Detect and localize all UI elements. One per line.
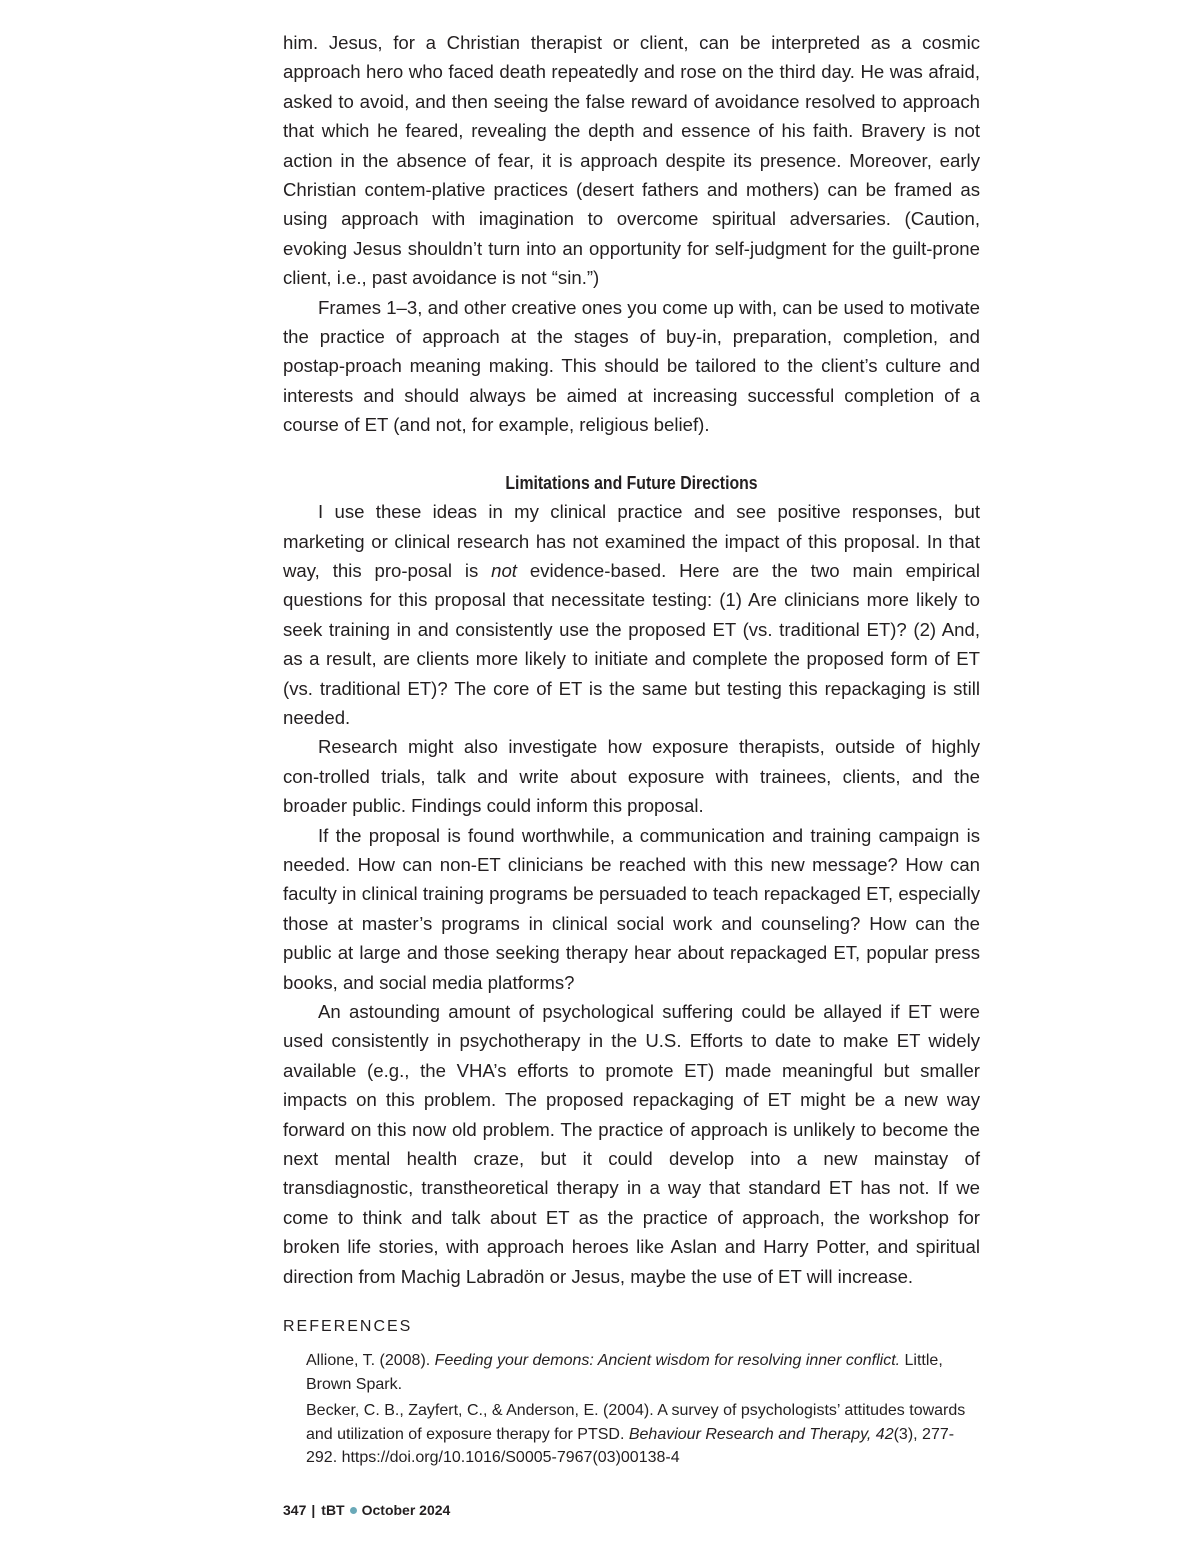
paragraph-jesus-approach-hero: him. Jesus, for a Christian therapist or client, can be interpreted as a cosmic approach hero who faced death repeatedly and rose on the third day. He was afraid, asked to avoid, and then seeing the false reward of avoidance resolved to approach that which he feared, revealing the depth and essence of his faith. Bravery is not action in the absence of fear, it is approach despite its presence. Moreover, early Christian contem-plative practices (desert fathers and mothers) can be framed as using approach with imagination to overcome spiritual adversaries. (Caution, evoking Jesus shouldn’t turn into an opportunity for self-judgment for the guilt-prone client, i.e., past avoidance is not “sin.”) (283, 32, 980, 289)
references-title: REFERENCES (283, 1318, 413, 1335)
reference-authors: Allione, T. (2008). (306, 1352, 435, 1369)
paragraph-frames: Frames 1–3, and other creative ones you come up with, can be used to motivate the practice of approach at the stages of buy-in, preparation, completion, and postap-proach meaning making. This should be tailored to the client’s culture and interests and should always be aimed at increasing successful completion of a course of ET (and not, for example, religious belief). (283, 296, 980, 436)
section-heading: Limitations and Future Directions (505, 471, 758, 493)
paragraph-campaign: If the proposal is found worthwhile, a communication and training campaign is needed. How can non-ET clinicians be reached with this new message? How can faculty in clinical training programs be persuaded to teach repackaged ET, especially those at master’s programs in clinical social work and counseling? How can the public at large and those seeking therapy hear about repackaged ET, popular press books, and social media platforms? (283, 824, 980, 993)
emphasis-not: not (491, 559, 517, 581)
page-footer (283, 1502, 450, 1518)
reference-pages-doi: (3), 277-292. https://doi.org/10.1016/S0005-7967(03)00138-4 (306, 1425, 955, 1466)
paragraph-research: Research might also investigate how exposure therapists, outside of highly con-trolled trials, talk and write about exposure with trainees, clients, and the broader public. Findings could inform this proposal. (283, 736, 980, 817)
paragraph-limitations (283, 497, 980, 732)
paragraph-conclusion: An astounding amount of psychological suffering could be allayed if ET were used consistently in psychotherapy in the U.S. Efforts to date to make ET widely available (e.g., the VHA’s efforts to promote ET) made meaningful but smaller impacts on this problem. The proposed repackaging of ET might be a new way forward on this now old problem. The practice of approach is unlikely to become the next mental health craze, but it could develop into a new mainstay of transdiagnostic, transtheoretical therapy in a way that standard ET has not. If we come to think and talk about ET as the practice of approach, the workshop for broken life stories, with approach heroes like Aslan and Harry Potter, and spiritual direction from Machig Labradön or Jesus, maybe the use of ET will increase. (283, 1001, 980, 1287)
paragraph-limitations-part-1: I use these ideas in my clinical practice and see positive responses, but marketing or clinical research has not examined the impact of this proposal. In that way, this pro-posal is (283, 501, 980, 581)
bullet-dot-icon (350, 1507, 357, 1514)
reference-title: Feeding your demons: Ancient wisdom for resolving inner conflict. (434, 1352, 901, 1369)
reference-journal: Behaviour Research and Therapy, 42 (628, 1425, 894, 1443)
reference-authors: Becker, C. B., Zayfert, C., & Anderson, E. (2004). A survey of psychologists’ attitudes towards and utilization of exposure therapy for PTSD. (306, 1402, 966, 1443)
reference-item (306, 1349, 980, 1396)
reference-item (306, 1399, 980, 1470)
reference-publisher: Little, Brown Spark. (306, 1352, 943, 1393)
journal-name: tBT (321, 1502, 345, 1518)
references-list (306, 1349, 980, 1473)
issue-date: October 2024 (361, 1502, 451, 1518)
paragraph-limitations-part-2: evidence-based. Here are the two main empirical questions for this proposal that necessitate testing: (1) Are clinicians more likely to seek training in and consistently use the proposed ET (vs. traditional ET)? (2) And, as a result, are clients more likely to initiate and complete the proposed form of ET (vs. traditional ET)? The core of ET is the same but testing this repackaging is still needed. (283, 559, 980, 728)
page-number: 347 (283, 1502, 307, 1518)
footer-separator: | (311, 1502, 316, 1518)
article-body (283, 28, 980, 1291)
